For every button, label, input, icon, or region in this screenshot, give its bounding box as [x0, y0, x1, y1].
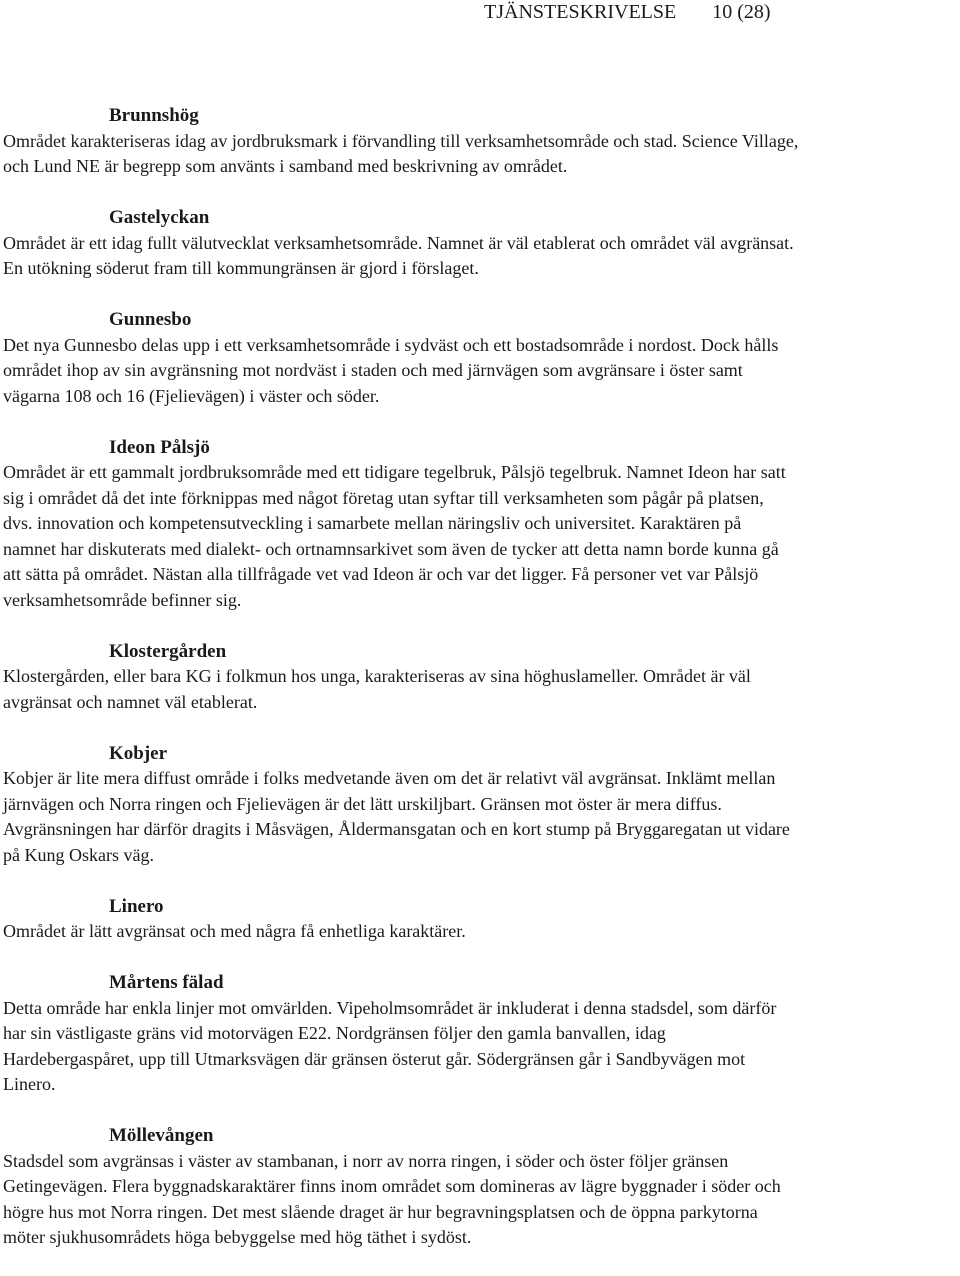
section-heading: Mårtens fälad [109, 972, 224, 993]
section-heading: Möllevången [109, 1125, 214, 1146]
paragraph-line: Området är ett gammalt jordbruksområde med ett tidigare tegelbruk, Pålsjö tegelbruk. Namnet Ideon har satt [3, 462, 786, 482]
paragraph-line: högre hus mot Norra ringen. Det mest slående draget är hur begravningsplatsen och de öppna parkytorna [3, 1201, 758, 1222]
paragraph-line: och Lund NE är begrepp som använts i samband med beskrivning av området. [3, 156, 568, 176]
paragraph-line: Stadsdel som avgränsas i väster av stambanan, i norr av norra ringen, i söder och öster följer gränsen [3, 1150, 729, 1171]
document-type-label: TJÄNSTESKRIVELSE [484, 1, 677, 23]
paragraph-line: Linero. [3, 1074, 56, 1094]
section [3, 894, 958, 945]
section-paragraph [3, 1149, 958, 1251]
section-paragraph [3, 460, 958, 613]
document-body [3, 103, 958, 1276]
paragraph-line: Avgränsningen har därför dragits i Måsvägen, Åldermansgatan och en kort stump på Bryggaregatan ut vidare [3, 819, 790, 839]
paragraph-line: på Kung Oskars väg. [3, 844, 154, 865]
section-heading: Ideon Pålsjö [109, 436, 210, 458]
paragraph-line: sig i området då det inte förknippas med något företag utan syftar till verksamheten som pågår på platsen, [3, 487, 764, 508]
section-paragraph [3, 996, 958, 1098]
paragraph-line: Kobjer är lite mera diffust område i folks medvetande även om det är relativt väl avgränsat. Inklämt mellan [3, 768, 776, 788]
section [3, 639, 958, 716]
paragraph-line: Getingevägen. Flera byggnadskaraktärer finns inom området som domineras av lägre byggnader i söder och [3, 1176, 781, 1196]
paragraph-line: dvs. innovation och kompetensutveckling i samarbete mellan näringsliv och universitet. Karaktären på [3, 513, 742, 533]
paragraph-line: har sin västligaste gräns vid motorvägen E22. Nordgränsen följer den gamla banvallen, idag [3, 1023, 666, 1043]
paragraph-line: Klostergården, eller bara KG i folkmun hos unga, karakteriseras av sina höghuslameller. Området är väl [3, 666, 751, 686]
paragraph-line: Detta område har enkla linjer mot omvärlden. Vipeholmsområdet är inkluderat i denna stadsdel, som därför [3, 997, 777, 1018]
section [3, 205, 958, 282]
paragraph-line: Det nya Gunnesbo delas upp i ett verksamhetsområde i sydväst och ett bostadsområde i nordost. Dock hålls [3, 334, 779, 355]
section-heading: Brunnshög [109, 105, 199, 126]
paragraph-line: Området är lätt avgränsat och med några få enhetliga karaktärer. [3, 921, 466, 941]
paragraph-line: vägarna 108 och 16 (Fjelievägen) i väster och söder. [3, 385, 380, 406]
section-paragraph [3, 129, 958, 180]
paragraph-line: Hardebergaspåret, upp till Utmarksvägen där gränsen österut går. Södergränsen går i Sandbyvägen mot [3, 1048, 746, 1069]
section-paragraph [3, 919, 958, 945]
paragraph-line: området ihop av sin avgränsning mot nordväst i staden och med järnvägen som avgränsare i öster samt [3, 360, 743, 380]
page-number: 10 (28) [712, 1, 771, 23]
section-heading: Gastelyckan [109, 207, 210, 228]
section-paragraph [3, 664, 958, 715]
section [3, 435, 958, 614]
paragraph-line: En utökning söderut fram till kommungränsen är gjord i förslaget. [3, 258, 479, 278]
page-header [484, 0, 771, 24]
section-paragraph [3, 333, 958, 410]
paragraph-line: att sätta på området. Nästan alla tillfrågade vet vad Ideon är och var det ligger. Få personer vet var Pålsjö [3, 564, 759, 584]
section [3, 741, 958, 869]
section-heading: Linero [109, 895, 164, 917]
paragraph-line: namnet har diskuterats med dialekt- och ortnamnsarkivet som även de tycker att detta namn borde kunna gå [3, 538, 779, 559]
section [3, 307, 958, 409]
section [3, 103, 958, 180]
paragraph-line: verksamhetsområde befinner sig. [3, 589, 242, 610]
section [3, 1123, 958, 1251]
section-heading: Klostergården [109, 640, 227, 662]
section-paragraph [3, 766, 958, 868]
paragraph-line: Området är ett idag fullt välutvecklat verksamhetsområde. Namnet är väl etablerat och området väl avgränsat. [3, 232, 794, 253]
paragraph-line: järnvägen och Norra ringen och Fjelievägen är det lätt urskiljbart. Gränsen mot öster är mera diffus. [3, 793, 722, 814]
section [3, 970, 958, 1098]
paragraph-line: avgränsat och namnet väl etablerat. [3, 691, 258, 712]
section-paragraph [3, 231, 958, 282]
paragraph-line: möter sjukhusområdets höga bebyggelse med hög täthet i sydöst. [3, 1227, 472, 1247]
section-heading: Kobjer [109, 742, 168, 764]
section-heading: Gunnesbo [109, 309, 192, 330]
paragraph-line: Området karakteriseras idag av jordbruksmark i förvandling till verksamhetsområde och stad. Science Village, [3, 130, 799, 151]
